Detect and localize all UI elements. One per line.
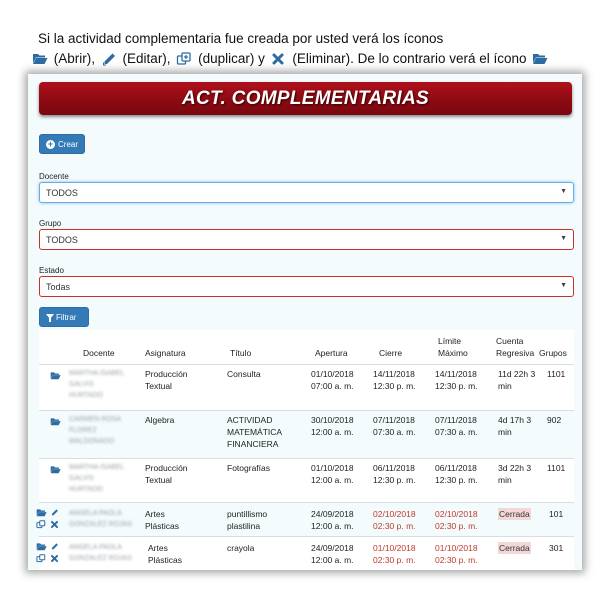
folder-open-icon[interactable] <box>50 465 61 474</box>
apertura-cell: 30/10/2018 12:00 a. m. <box>311 415 354 437</box>
folder-open-icon <box>32 52 48 66</box>
docente-select-value: TODOS <box>46 188 78 198</box>
asignatura-cell: Artes Plásticas <box>145 509 180 531</box>
estado-label: Estado <box>39 266 64 275</box>
estado-select[interactable] <box>39 276 574 297</box>
pencil-icon[interactable] <box>50 542 59 551</box>
grupos-cell: 902 <box>547 415 562 425</box>
folder-open-icon <box>532 52 548 66</box>
filter-button-label: Filtrar <box>56 313 77 322</box>
docente-select[interactable] <box>39 182 574 203</box>
col-cuenta-regresiva[interactable]: Cuenta Regresiva <box>496 336 535 358</box>
close-icon[interactable] <box>50 520 59 529</box>
cierre-cell: 06/11/2018 12:30 p. m. <box>373 463 416 485</box>
table-row <box>39 536 574 570</box>
create-button[interactable] <box>39 134 85 154</box>
app-screenshot-frame <box>28 74 582 570</box>
status-badge: Cerrada <box>499 543 530 553</box>
titulo-cell: puntillismo plastilina <box>227 509 268 531</box>
table-row <box>39 410 574 459</box>
estado-select-value: Todas <box>46 282 71 292</box>
caret-down-icon: ▼ <box>560 235 567 242</box>
docente-name-redacted: MARTHA ISABEL GALVIS HURTADO <box>69 370 125 399</box>
edit-label: (Editar), <box>122 51 171 66</box>
status-badge: Cerrada <box>499 509 530 519</box>
table-header <box>39 330 574 364</box>
docente-name-redacted: MARTHA ISABEL GALVIS HURTADO <box>69 464 125 493</box>
col-docente[interactable]: Docente <box>83 348 115 358</box>
cuenta-cell: 3d 22h 3 min <box>498 463 532 485</box>
instructions-line-2 <box>30 49 608 69</box>
plus-circle-icon: + <box>47 139 54 149</box>
pencil-icon <box>101 52 117 66</box>
apertura-cell: 01/10/2018 12:00 a. m. <box>311 463 354 485</box>
duplicate-icon <box>176 52 192 66</box>
instructions-text <box>38 29 608 69</box>
cierre-cell: 02/10/2018 02:30 p. m. <box>373 509 416 531</box>
folder-open-icon[interactable] <box>36 542 47 551</box>
col-asignatura[interactable]: Asignatura <box>145 348 186 358</box>
delete-label: (Eliminar). De lo contrario verá el ícono <box>292 51 527 66</box>
apertura-cell: 24/09/2018 12:00 a. m. <box>311 509 354 531</box>
col-cierre[interactable]: Cierre <box>379 348 403 358</box>
titulo-cell: ACTIVIDAD MATEMÁTICA FINANCIERA <box>227 415 283 449</box>
cierre-cell: 14/11/2018 12:30 p. m. <box>373 369 416 391</box>
close-icon <box>271 52 287 66</box>
limite-cell: 14/11/2018 12:30 p. m. <box>435 369 478 391</box>
grupo-label: Grupo <box>39 219 62 228</box>
folder-open-icon[interactable] <box>36 508 47 517</box>
close-icon[interactable] <box>50 554 59 563</box>
grupo-select-value: TODOS <box>46 235 78 245</box>
titulo-cell: crayola <box>227 543 255 553</box>
caret-down-icon: ▼ <box>560 188 567 195</box>
asignatura-cell: Algebra <box>145 415 175 425</box>
col-limite[interactable]: Límite Máximo <box>438 336 468 358</box>
instructions-line-1: Si la actividad complementaria fue creada por usted verá los íconos <box>38 31 444 46</box>
filter-button[interactable] <box>39 307 89 327</box>
apertura-cell: 24/09/2018 12:00 a. m. <box>311 543 354 565</box>
apertura-cell: 01/10/2018 07:00 a. m. <box>311 369 354 391</box>
asignatura-cell: Producción Textual <box>145 369 188 391</box>
open-label: (Abrir), <box>53 51 96 66</box>
table-row <box>39 458 574 503</box>
col-apertura[interactable]: Apertura <box>315 348 348 358</box>
asignatura-cell: Producción Textual <box>145 463 188 485</box>
docente-label: Docente <box>39 172 69 181</box>
col-titulo[interactable]: Título <box>230 348 252 358</box>
cuenta-cell: 4d 17h 3 min <box>498 415 532 437</box>
grupos-cell: 1101 <box>547 369 566 379</box>
duplicate-icon[interactable] <box>36 520 46 529</box>
cierre-cell: 07/11/2018 07:30 a. m. <box>373 415 416 437</box>
cuenta-cell: 11d 22h 3 min <box>498 369 536 391</box>
titulo-cell: Fotografías <box>227 463 270 473</box>
titulo-cell: Consulta <box>227 369 261 379</box>
limite-cell: 01/10/2018 02:30 p. m. <box>435 543 478 565</box>
limite-cell: 06/11/2018 12:30 p. m. <box>435 463 478 485</box>
folder-open-icon[interactable] <box>50 417 61 426</box>
col-grupos[interactable]: Grupos <box>539 348 567 358</box>
grupo-select[interactable] <box>39 229 574 250</box>
docente-name-redacted: ANGELA PAOLA GONZALEZ ROJAS <box>69 510 133 528</box>
page-header-banner <box>39 82 572 115</box>
grupos-cell: 1101 <box>547 463 566 473</box>
cierre-cell: 01/10/2018 02:30 p. m. <box>373 543 416 565</box>
table-row <box>39 364 574 411</box>
grupos-cell: 101 <box>549 509 564 519</box>
docente-name-redacted: ANGELA PAOLA GONZALEZ ROJAS <box>69 544 133 562</box>
grupos-cell: 301 <box>549 543 564 553</box>
create-button-label: Crear <box>58 140 79 149</box>
caret-down-icon: ▼ <box>560 282 567 289</box>
duplicate-label: (duplicar) y <box>198 51 265 66</box>
docente-name-redacted: CARMEN ROSA FLOREZ MALDONADO <box>69 416 122 445</box>
limite-cell: 02/10/2018 02:30 p. m. <box>435 509 478 531</box>
asignatura-cell: Artes Plásticas <box>148 543 183 565</box>
duplicate-icon[interactable] <box>36 554 46 563</box>
limite-cell: 07/11/2018 07:30 a. m. <box>435 415 478 437</box>
page-title: ACT. COMPLEMENTARIAS <box>181 88 429 109</box>
table-row <box>39 502 574 537</box>
folder-open-icon[interactable] <box>50 371 61 380</box>
pencil-icon[interactable] <box>50 508 59 517</box>
